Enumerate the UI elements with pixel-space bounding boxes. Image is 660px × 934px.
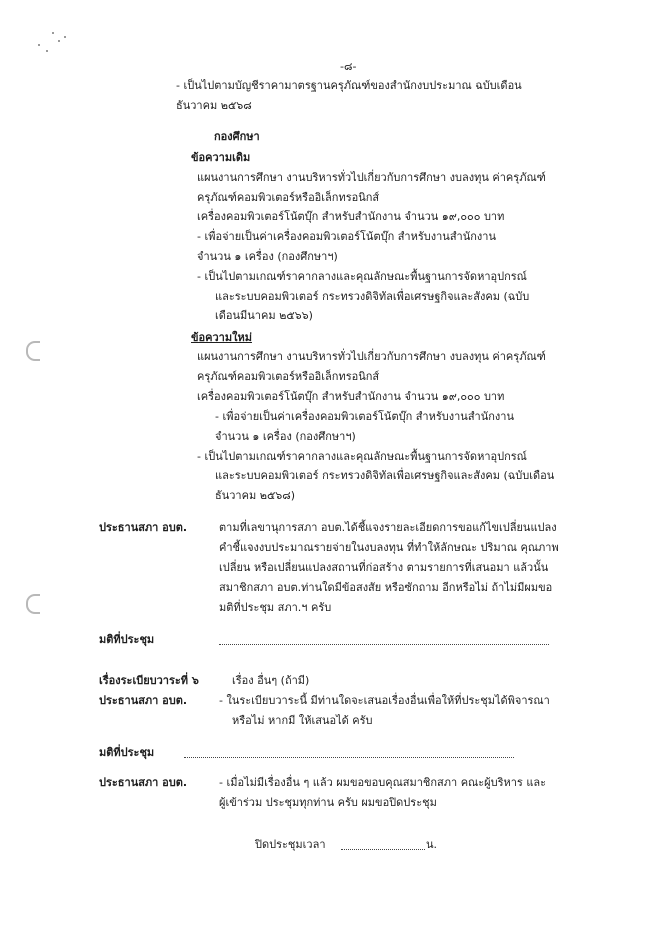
scan-speck xyxy=(46,50,48,52)
punch-hole-bottom xyxy=(26,594,40,614)
new-text-line: และระบบคอมพิวเตอร์ กระทรวงดิจิทัลเพื่อเศรษฐกิจและสังคม (ฉบับเดือน xyxy=(215,469,555,482)
old-text-line: เดือนมีนาคม ๒๕๖๖) xyxy=(215,309,313,322)
resolution-dotted-line xyxy=(184,757,514,758)
agenda-6-label: เรื่องระเบียบวาระที่ ๖ xyxy=(99,674,199,687)
intro-line-2: ธันวาคม ๒๕๖๘ xyxy=(176,99,252,112)
old-text-line: เครื่องคอมพิวเตอร์โน้ตบุ๊ก สำหรับสำนักงาน จำนวน ๑๙,๐๐๐ บาท xyxy=(197,210,505,223)
chair-statement-line: มติที่ประชุม สภา.ฯ ครับ xyxy=(219,601,332,614)
closing-label: ปิดประชุมเวลา xyxy=(255,838,326,851)
scan-speck xyxy=(52,32,54,34)
punch-hole-top xyxy=(26,341,40,361)
chair-statement-line: ผู้เข้าร่วม ประชุมทุกท่าน ครับ ผมขอปิดประชุม xyxy=(219,796,437,809)
resolution-label: มติที่ประชุม xyxy=(99,746,155,759)
closing-dotted-line xyxy=(341,849,425,850)
old-text-line: ครุภัณฑ์คอมพิวเตอร์หรืออิเล็กทรอนิกส์ xyxy=(197,191,380,204)
chair-statement-line: เปลี่ยน หรือเปลี่ยนแปลงสถานที่ก่อสร้าง ตามรายการที่เสนอมา แล้วนั้น xyxy=(219,561,549,574)
new-text-line: - เป็นไปตามเกณฑ์ราคากลางและคุณลักษณะพื้นฐานการจัดหาอุปกรณ์ xyxy=(197,450,527,463)
page-number: -๘- xyxy=(340,60,357,73)
intro-line-1: - เป็นไปตามบัญชีราคามาตรฐานครุภัณฑ์ของสำนักงบประมาณ ฉบับเดือน xyxy=(176,79,522,92)
old-text-line: - เป็นไปตามเกณฑ์ราคากลางและคุณลักษณะพื้นฐานการจัดหาอุปกรณ์ xyxy=(197,270,527,283)
chair-statement-line: คำชี้แจงงบประมาณรายจ่ายในงบลงทุน ที่ทำให้ลักษณะ ปริมาณ คุณภาพ xyxy=(219,541,559,554)
chair-label: ประธานสภา อบต. xyxy=(99,521,188,534)
scan-speck xyxy=(58,40,60,42)
chair-label: ประธานสภา อบต. xyxy=(99,776,188,789)
new-text-line: จำนวน ๑ เครื่อง (กองศึกษาฯ) xyxy=(215,430,356,443)
new-text-line: แผนงานการศึกษา งานบริหารทั่วไปเกี่ยวกับการศึกษา งบลงทุน ค่าครุภัณฑ์ xyxy=(197,350,546,363)
scan-speck xyxy=(64,36,66,38)
division-heading: กองศึกษา xyxy=(214,130,260,143)
chair-statement-line: สมาชิกสภา อบต.ท่านใดมีข้อสงสัย หรือซักถาม อีกหรือไม่ ถ้าไม่มีผมขอ xyxy=(219,581,553,594)
old-text-line: - เพื่อจ่ายเป็นค่าเครื่องคอมพิวเตอร์โน้ตบุ๊ก สำหรับงานสำนักงาน xyxy=(197,230,496,243)
new-text-heading: ข้อความใหม่ xyxy=(191,331,252,344)
chair-statement-line: ตามที่เลขานุการสภา อบต.ได้ชี้แจงรายละเอียดการขอแก้ไขเปลี่ยนแปลง xyxy=(219,521,557,534)
new-text-line: ครุภัณฑ์คอมพิวเตอร์หรืออิเล็กทรอนิกส์ xyxy=(197,370,380,383)
closing-unit: น. xyxy=(426,838,438,851)
agenda-6-title: เรื่อง อื่นๆ (ถ้ามี) xyxy=(232,674,310,687)
resolution-dotted-line xyxy=(219,644,549,645)
new-text-line: - เพื่อจ่ายเป็นค่าเครื่องคอมพิวเตอร์โน้ตบุ๊ก สำหรับงานสำนักงาน xyxy=(215,410,514,423)
chair-statement-line: - เมื่อไม่มีเรื่องอื่น ๆ แล้ว ผมขอขอบคุณสมาชิกสภา คณะผู้บริหาร และ xyxy=(219,776,547,789)
old-text-line: และระบบคอมพิวเตอร์ กระทรวงดิจิทัลเพื่อเศรษฐกิจและสังคม (ฉบับ xyxy=(215,290,530,303)
new-text-line: ธันวาคม ๒๕๖๘) xyxy=(215,489,296,502)
scan-speck xyxy=(38,44,40,46)
old-text-line: จำนวน ๑ เครื่อง (กองศึกษาฯ) xyxy=(197,250,338,263)
old-text-line: แผนงานการศึกษา งานบริหารทั่วไปเกี่ยวกับการศึกษา งบลงทุน ค่าครุภัณฑ์ xyxy=(197,171,546,184)
chair-statement-line: - ในระเบียบวาระนี้ มีท่านใดจะเสนอเรื่องอื่นเพื่อให้ที่ประชุมได้พิจารณา xyxy=(219,694,550,707)
old-text-heading: ข้อความเดิม xyxy=(191,151,251,164)
new-text-line: เครื่องคอมพิวเตอร์โน้ตบุ๊ก สำหรับสำนักงาน จำนวน ๑๙,๐๐๐ บาท xyxy=(197,390,505,403)
resolution-label: มติที่ประชุม xyxy=(99,633,155,646)
chair-label: ประธานสภา อบต. xyxy=(99,694,188,707)
chair-statement-line: หรือไม่ หากมี ให้เสนอได้ ครับ xyxy=(232,714,373,727)
